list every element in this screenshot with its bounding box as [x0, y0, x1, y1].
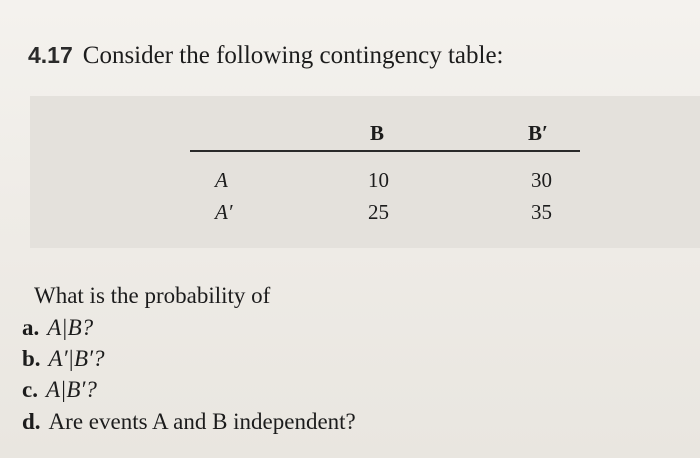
question-text-a: A|B? [47, 315, 94, 340]
column-header-b-prime: B′ [528, 121, 548, 145]
contingency-table-panel [30, 96, 700, 248]
column-header-b: B [370, 121, 385, 145]
cell-a-b-prime: 30 [531, 168, 552, 192]
cell-a-b: 10 [368, 168, 389, 192]
row-label-a-prime: A′ [215, 200, 233, 224]
question-label-a: a. [22, 315, 40, 340]
problem-statement: Consider the following contingency table: [82, 42, 504, 69]
question-item-b [22, 345, 105, 373]
question-label-d: d. [22, 409, 41, 434]
problem-heading [28, 40, 504, 71]
question-label-b: b. [22, 346, 41, 371]
cell-a-prime-b: 25 [368, 200, 389, 224]
question-text-d: Are events A and B independent? [48, 409, 356, 434]
cell-a-prime-b-prime: 35 [531, 200, 552, 224]
question-item-a [22, 314, 93, 342]
question-label-c: c. [22, 377, 38, 402]
row-label-a: A [215, 168, 228, 192]
question-intro: What is the probability of [34, 283, 271, 308]
question-text-c: A|B′? [45, 377, 97, 402]
question-text-b: A′|B′? [48, 346, 105, 371]
problem-number: 4.17 [28, 42, 73, 68]
table-header-rule [190, 150, 580, 152]
question-item-d [22, 408, 356, 436]
question-item-c [22, 376, 97, 404]
